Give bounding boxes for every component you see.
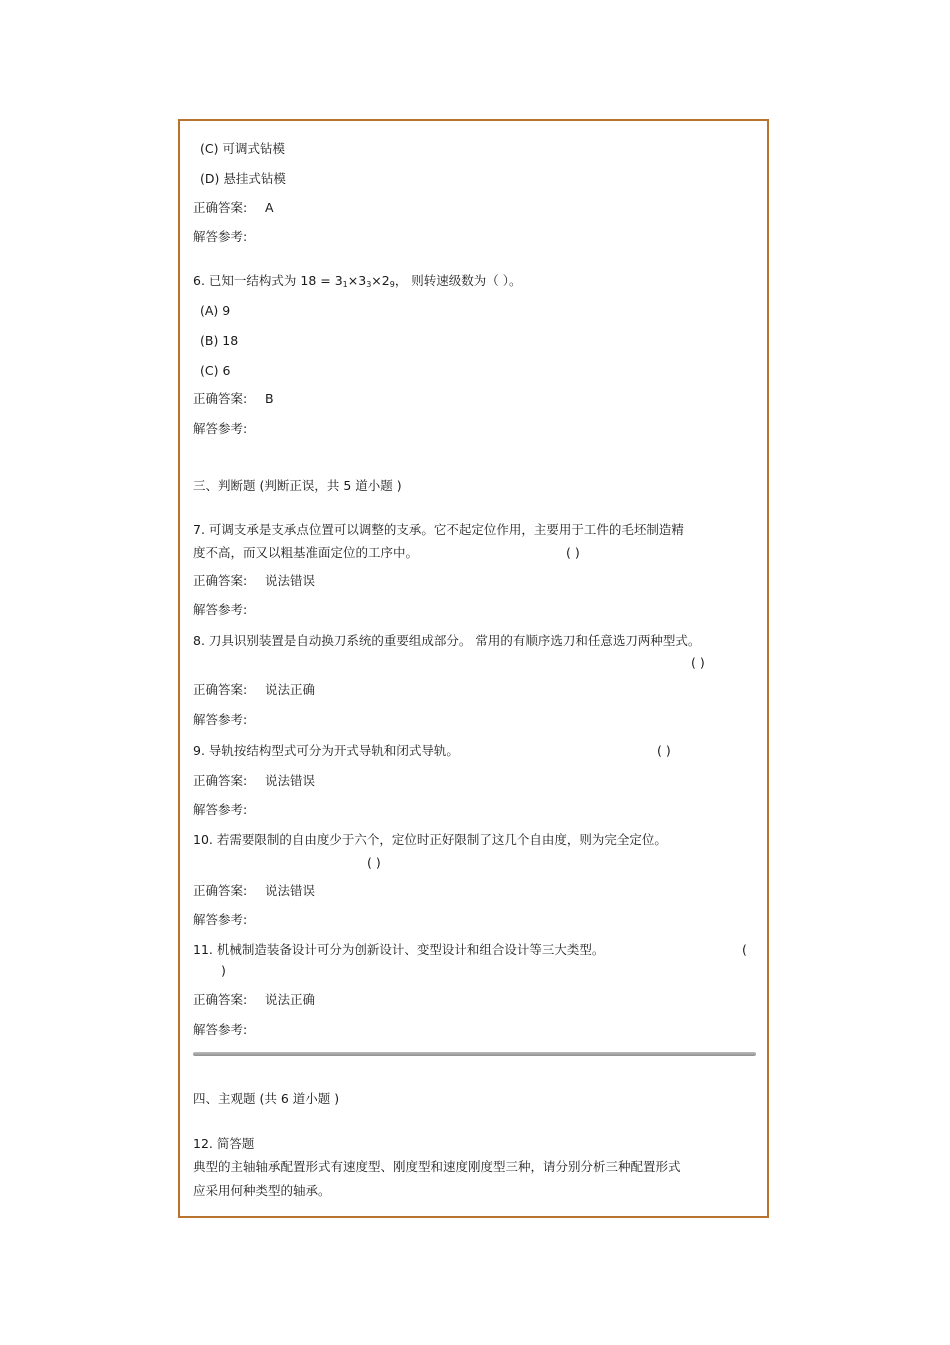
q6-sub1: 1	[342, 280, 348, 289]
q6-stem	[193, 273, 522, 293]
q7-stem-line1: 7. 可调支承是支承点位置可以调整的支承。它不起定位作用，主要用于工件的毛坯制造精	[193, 522, 684, 537]
q8-answer: 说法正确	[265, 682, 316, 697]
q11-answer-label: 正确答案:	[193, 992, 248, 1007]
q6-stem-suffix: ， 则转速级数为（ ）。	[394, 273, 522, 288]
section-3-title: 三、判断题 (判断正误，共 5 道小题 )	[193, 478, 402, 493]
q5-reference-label: 解答参考:	[193, 229, 248, 244]
q9-reference-label: 解答参考:	[193, 802, 248, 817]
q6-stem-prefix: 6. 已知一结构式为 18 = 3	[193, 273, 343, 288]
q10-stem-line1: 10. 若需要限制的自由度少于六个，定位时正好限制了这几个自由度，则为完全定位。	[193, 832, 667, 847]
q10-answer: 说法错误	[265, 883, 316, 898]
q10-answer-label: 正确答案:	[193, 883, 248, 898]
q7-answer-label: 正确答案:	[193, 573, 248, 588]
section-divider	[193, 1052, 756, 1056]
q6-answer: B	[265, 391, 274, 406]
q5-answer: A	[265, 200, 274, 215]
q9-stem-line1: 9. 导轨按结构型式可分为开式导轨和闭式导轨。	[193, 743, 459, 758]
q11-reference-label: 解答参考:	[193, 1022, 248, 1037]
q6-answer-label: 正确答案:	[193, 391, 248, 406]
q8-stem-line1: 8. 刀具识别装置是自动换刀系统的重要组成部分。 常用的有顺序选刀和任意选刀两种型式。	[193, 633, 701, 648]
q12-stem-line2: 应采用何种类型的轴承。	[193, 1183, 331, 1198]
q8-reference-label: 解答参考:	[193, 712, 248, 727]
q11-answer: 说法正确	[265, 992, 316, 1007]
q6-option-b: (B) 18	[200, 333, 239, 348]
q5-answer-label: 正确答案:	[193, 200, 248, 215]
q6-stem-mid: ×3	[347, 273, 367, 288]
q5-option-d: (D) 悬挂式钻模	[200, 171, 286, 186]
q6-option-a: (A) 9	[200, 303, 231, 318]
q10-reference-label: 解答参考:	[193, 912, 248, 927]
q12-stem-line1: 典型的主轴轴承配置形式有速度型、刚度型和速度刚度型三种，请分别分析三种配置形式	[193, 1159, 681, 1174]
q10-answer-paren: ( )	[367, 855, 381, 870]
q6-option-c: (C) 6	[200, 363, 231, 378]
q7-stem-line2: 度不高，而又以粗基准面定位的工序中。	[193, 545, 419, 560]
q11-paren-close: )	[221, 963, 226, 978]
q11-stem-line1: 11. 机械制造装备设计可分为创新设计、变型设计和组合设计等三大类型。	[193, 942, 605, 957]
q6-sub3: 9	[389, 280, 395, 289]
q9-answer-paren: ( )	[657, 743, 671, 758]
q6-reference-label: 解答参考:	[193, 421, 248, 436]
q5-option-c: (C) 可调式钻模	[200, 141, 285, 156]
q6-stem-mid2: ×2	[371, 273, 390, 288]
q7-reference-label: 解答参考:	[193, 602, 248, 617]
q8-answer-paren: ( )	[691, 655, 705, 670]
q9-answer-label: 正确答案:	[193, 773, 248, 788]
q8-answer-label: 正确答案:	[193, 682, 248, 697]
q6-sub2: 3	[366, 280, 372, 289]
q12-title: 12. 简答题	[193, 1136, 255, 1151]
q7-answer: 说法错误	[265, 573, 316, 588]
q7-answer-paren: ( )	[566, 545, 580, 560]
q11-paren-open: (	[742, 942, 747, 957]
q9-answer: 说法错误	[265, 773, 316, 788]
section-4-title: 四、主观题 (共 6 道小题 )	[193, 1091, 340, 1106]
